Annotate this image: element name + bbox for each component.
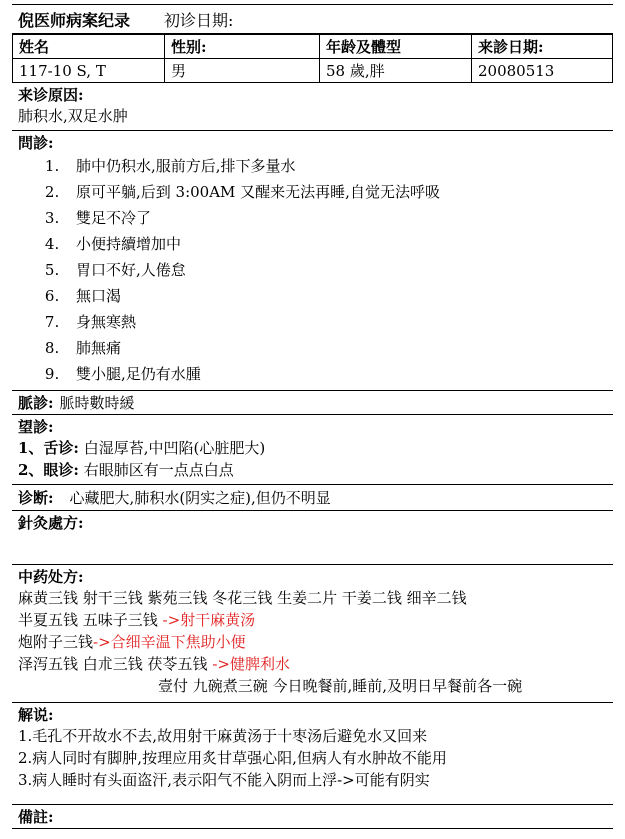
herbal-line-4-note: ->健脾利水	[212, 655, 290, 673]
tongue-label: 1、舌诊:	[18, 439, 79, 457]
reason-label: 来诊原因:	[18, 86, 84, 104]
inspection-section	[12, 415, 613, 485]
herbal-section	[12, 565, 613, 703]
age-header: 年龄及體型	[320, 35, 472, 59]
list-item: 9. 雙小腿,足仍有水腫	[64, 361, 607, 387]
name-header: 姓名	[13, 35, 165, 59]
herbal-line-2-note: ->射干麻黄汤	[162, 611, 256, 629]
remarks-label: 備註:	[18, 808, 54, 826]
herbal-line-2	[18, 609, 607, 631]
herbal-label: 中药处方:	[18, 568, 84, 586]
inquiry-section	[12, 131, 613, 391]
record-header	[12, 4, 613, 34]
medical-record	[12, 4, 613, 829]
eye-label: 2、眼诊:	[18, 461, 79, 479]
herbal-line-3	[18, 631, 607, 653]
eye-diagnosis	[18, 459, 607, 481]
eye-text: 右眼肺区有一点点白点	[83, 461, 234, 479]
inquiry-list	[18, 153, 607, 387]
inquiry-label: 問診:	[18, 134, 54, 152]
list-item: 1. 肺中仍积水,服前方后,排下多量水	[64, 153, 607, 179]
reason-section	[12, 83, 613, 131]
acupuncture-label: 針灸處方:	[18, 514, 84, 532]
explanation-item: 1.毛孔不开故水不去,故用射干麻黄汤于十枣汤后避免水又回来	[18, 727, 428, 745]
herbal-line-1: 麻黄三钱 射干三钱 紫苑三钱 冬花三钱 生姜二片 干姜二钱 细辛二钱	[18, 589, 467, 607]
tongue-text: 白湿厚苔,中凹陷(心脏肥大)	[83, 439, 266, 457]
first-visit-label: 初诊日期:	[164, 10, 234, 30]
explanation-item: 2.病人同时有脚肿,按理应用炙甘草强心阳,但病人有水肿故不能用	[18, 749, 447, 767]
info-header-row	[13, 35, 613, 59]
herbal-line-3-text: 炮附子三钱	[18, 633, 94, 651]
diagnosis-text: 心藏肥大,肺积水(阴实之症),但仍不明显	[69, 489, 331, 507]
list-item: 8. 肺無痛	[64, 335, 607, 361]
explanation-section	[12, 703, 613, 805]
list-item: 3. 雙足不冷了	[64, 205, 607, 231]
list-item: 7. 身無寒熱	[64, 309, 607, 335]
list-item: 4. 小便持續增加中	[64, 231, 607, 257]
record-title: 倪医师病案纪录	[18, 10, 131, 30]
list-item: 6. 無口渴	[64, 283, 607, 309]
visit-date-value: 20080513	[472, 59, 613, 83]
inspection-label: 望診:	[18, 418, 54, 436]
herbal-line-4	[18, 653, 607, 675]
list-item: 5. 胃口不好,人倦怠	[64, 257, 607, 283]
explanation-item: 3.病人睡时有头面盗汗,表示阳气不能入阴而上浮->可能有阴实	[18, 771, 430, 789]
explanation-label: 解说:	[18, 706, 54, 724]
diagnosis-label: 诊断:	[18, 489, 54, 507]
tongue-diagnosis	[18, 437, 607, 459]
visit-date-header: 来診日期:	[472, 35, 613, 59]
name-value: 117-10 S, T	[13, 59, 165, 83]
herbal-line-4-text: 泽泻五钱 白朮三钱 茯苓五钱	[18, 655, 213, 673]
sex-value: 男	[165, 59, 320, 83]
diagnosis-section	[12, 485, 613, 511]
herbal-line-3-note: ->合细辛温下焦助小便	[93, 633, 246, 651]
pulse-text: 脈時數時緩	[59, 394, 135, 412]
age-value: 58 歲,胖	[320, 59, 472, 83]
herbal-line-2-text: 半夏五钱 五味子三钱	[18, 611, 163, 629]
reason-text: 肺积水,双足水肿	[18, 107, 128, 125]
patient-info-table	[12, 34, 613, 83]
list-item: 2. 原可平躺,后到 3:00AM 又醒来无法再睡,自觉无法呼吸	[64, 179, 607, 205]
acupuncture-section	[12, 511, 613, 565]
info-value-row	[13, 59, 613, 83]
remarks-section	[12, 805, 613, 829]
pulse-label: 脈診:	[18, 394, 54, 412]
sex-header: 性别:	[165, 35, 320, 59]
herbal-dosage: 壹付 九碗煮三碗 今日晚餐前,睡前,及明日早餐前各一碗	[158, 677, 523, 695]
pulse-section	[12, 391, 613, 415]
